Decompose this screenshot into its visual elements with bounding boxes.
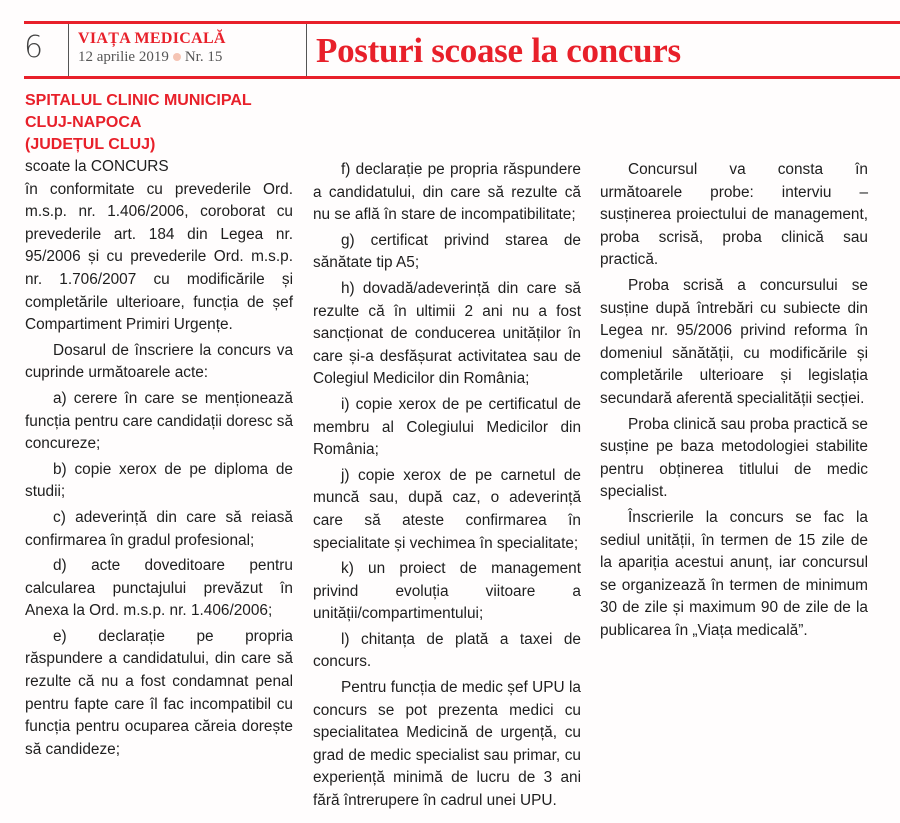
issue-number: Nr. 15 <box>184 49 223 65</box>
list-item: j) copie xerox de pe carnetul de muncă sau, după caz, o adeverință care să ateste confirmarea în specialitate și vechimea în specialitate; <box>313 466 581 552</box>
page-header <box>24 21 900 79</box>
registration-paragraph: Înscrierile la concurs se fac la sediul unității, în termen de 15 zile de la apariția acestui anunț, iar concursul se organizează în termen de minimum 30 de zile și maximum 90 de zile de la publicarea în „Viața medicală”. <box>600 508 868 639</box>
list-item: g) certificat privind starea de sănătate tip A5; <box>313 231 581 272</box>
institution-line: SPITALUL CLINIC MUNICIPAL <box>25 92 252 109</box>
institution-line: CLUJ-NAPOCA <box>25 114 142 131</box>
list-item: l) chitanța de plată a taxei de concurs. <box>313 630 581 671</box>
institution-line: (JUDEȚUL CLUJ) <box>25 136 156 153</box>
article-column-2 <box>313 159 581 813</box>
article-column-3 <box>600 159 868 642</box>
divider <box>306 24 307 76</box>
list-item: c) adeverință din care să reiasă confirmarea în gradul profesional; <box>25 508 293 549</box>
article-column-1 <box>25 90 293 761</box>
eligibility-paragraph: Pentru funcția de medic șef UPU la concurs se pot prezenta medici cu specialitatea Medicină de urgență, cu grad de medic specialist sau primar, cu experiență minimă de lucru de 3 ani fără întrerupere în cadrul unei UPU. <box>313 679 581 810</box>
section-title: Posturi scoase la concurs <box>316 31 681 70</box>
announce-text: scoate la CONCURS <box>25 158 169 175</box>
intro-paragraph: în conformitate cu prevederile Ord. m.s.p. nr. 1.406/2006, coroborat cu prevederile art. 184 din Legea nr. 95/2006 și cu prevederile Ord. m.s.p. nr. 1.706/2007 cu modificările și completările ulterioare, funcția de șef Compartiment Primiri Urgențe. <box>25 180 293 334</box>
list-item: d) acte doveditoare pentru calcularea punctajului prevăzut în Anexa la Ord. m.s.p. nr. 1.406/2006; <box>25 557 293 620</box>
issue-date: 12 aprilie 2019 <box>78 49 169 65</box>
publication-name: VIAȚA MEDICALĂ <box>78 30 226 47</box>
list-item: a) cerere în care se menționează funcția pentru care candidații doresc să concureze; <box>25 389 293 453</box>
list-item: h) dovadă/adeverință din care să rezulte că în ultimii 2 ani nu a fost sancționat de conducerea unităților în care și-a desfășurat activitatea sau de Colegiul Medicilor din România; <box>313 279 581 388</box>
list-item: i) copie xerox de pe certificatul de membru al Colegiului Medicilor din România; <box>313 395 581 459</box>
list-item: f) declarație pe propria răspundere a candidatului, din care să rezulte că nu se află în stare de incompatibilitate; <box>313 161 581 224</box>
institution-name <box>25 90 293 156</box>
list-item: k) un proiect de management privind evoluția viitoare a unității/compartimentului; <box>313 560 581 623</box>
written-exam-paragraph: Proba scrisă a concursului se susține după întrebări cu subiecte din Legea nr. 95/2006 privind reforma în domeniul sănătății, cu modificările și completările ulterioare și legislația secundară aferentă specialității secției. <box>600 276 868 407</box>
issue-info <box>78 48 226 66</box>
list-item: e) declarație pe propria răspundere a candidatului, din care să rezulte că nu a fost condamnat penal pentru fapte care îl fac incompatibil cu funcția pentru ocuparea căreia dorește să candideze; <box>25 627 293 758</box>
dossier-intro: Dosarul de înscriere la concurs va cuprinde următoarele acte: <box>25 341 293 382</box>
divider <box>68 24 69 76</box>
page-number: 6 <box>24 30 44 65</box>
masthead <box>78 30 226 66</box>
exam-structure-paragraph: Concursul va consta în următoarele probe: interviu – susținerea proiectului de management, proba scrisă, proba clinică sau practică. <box>600 161 868 269</box>
list-item: b) copie xerox de pe diploma de studii; <box>25 460 293 501</box>
bullet-dot-icon <box>173 53 181 61</box>
clinical-exam-paragraph: Proba clinică sau proba practică se susține pe baza metodologiei stabilite pentru obținerea titlului de medic specialist. <box>600 415 868 501</box>
